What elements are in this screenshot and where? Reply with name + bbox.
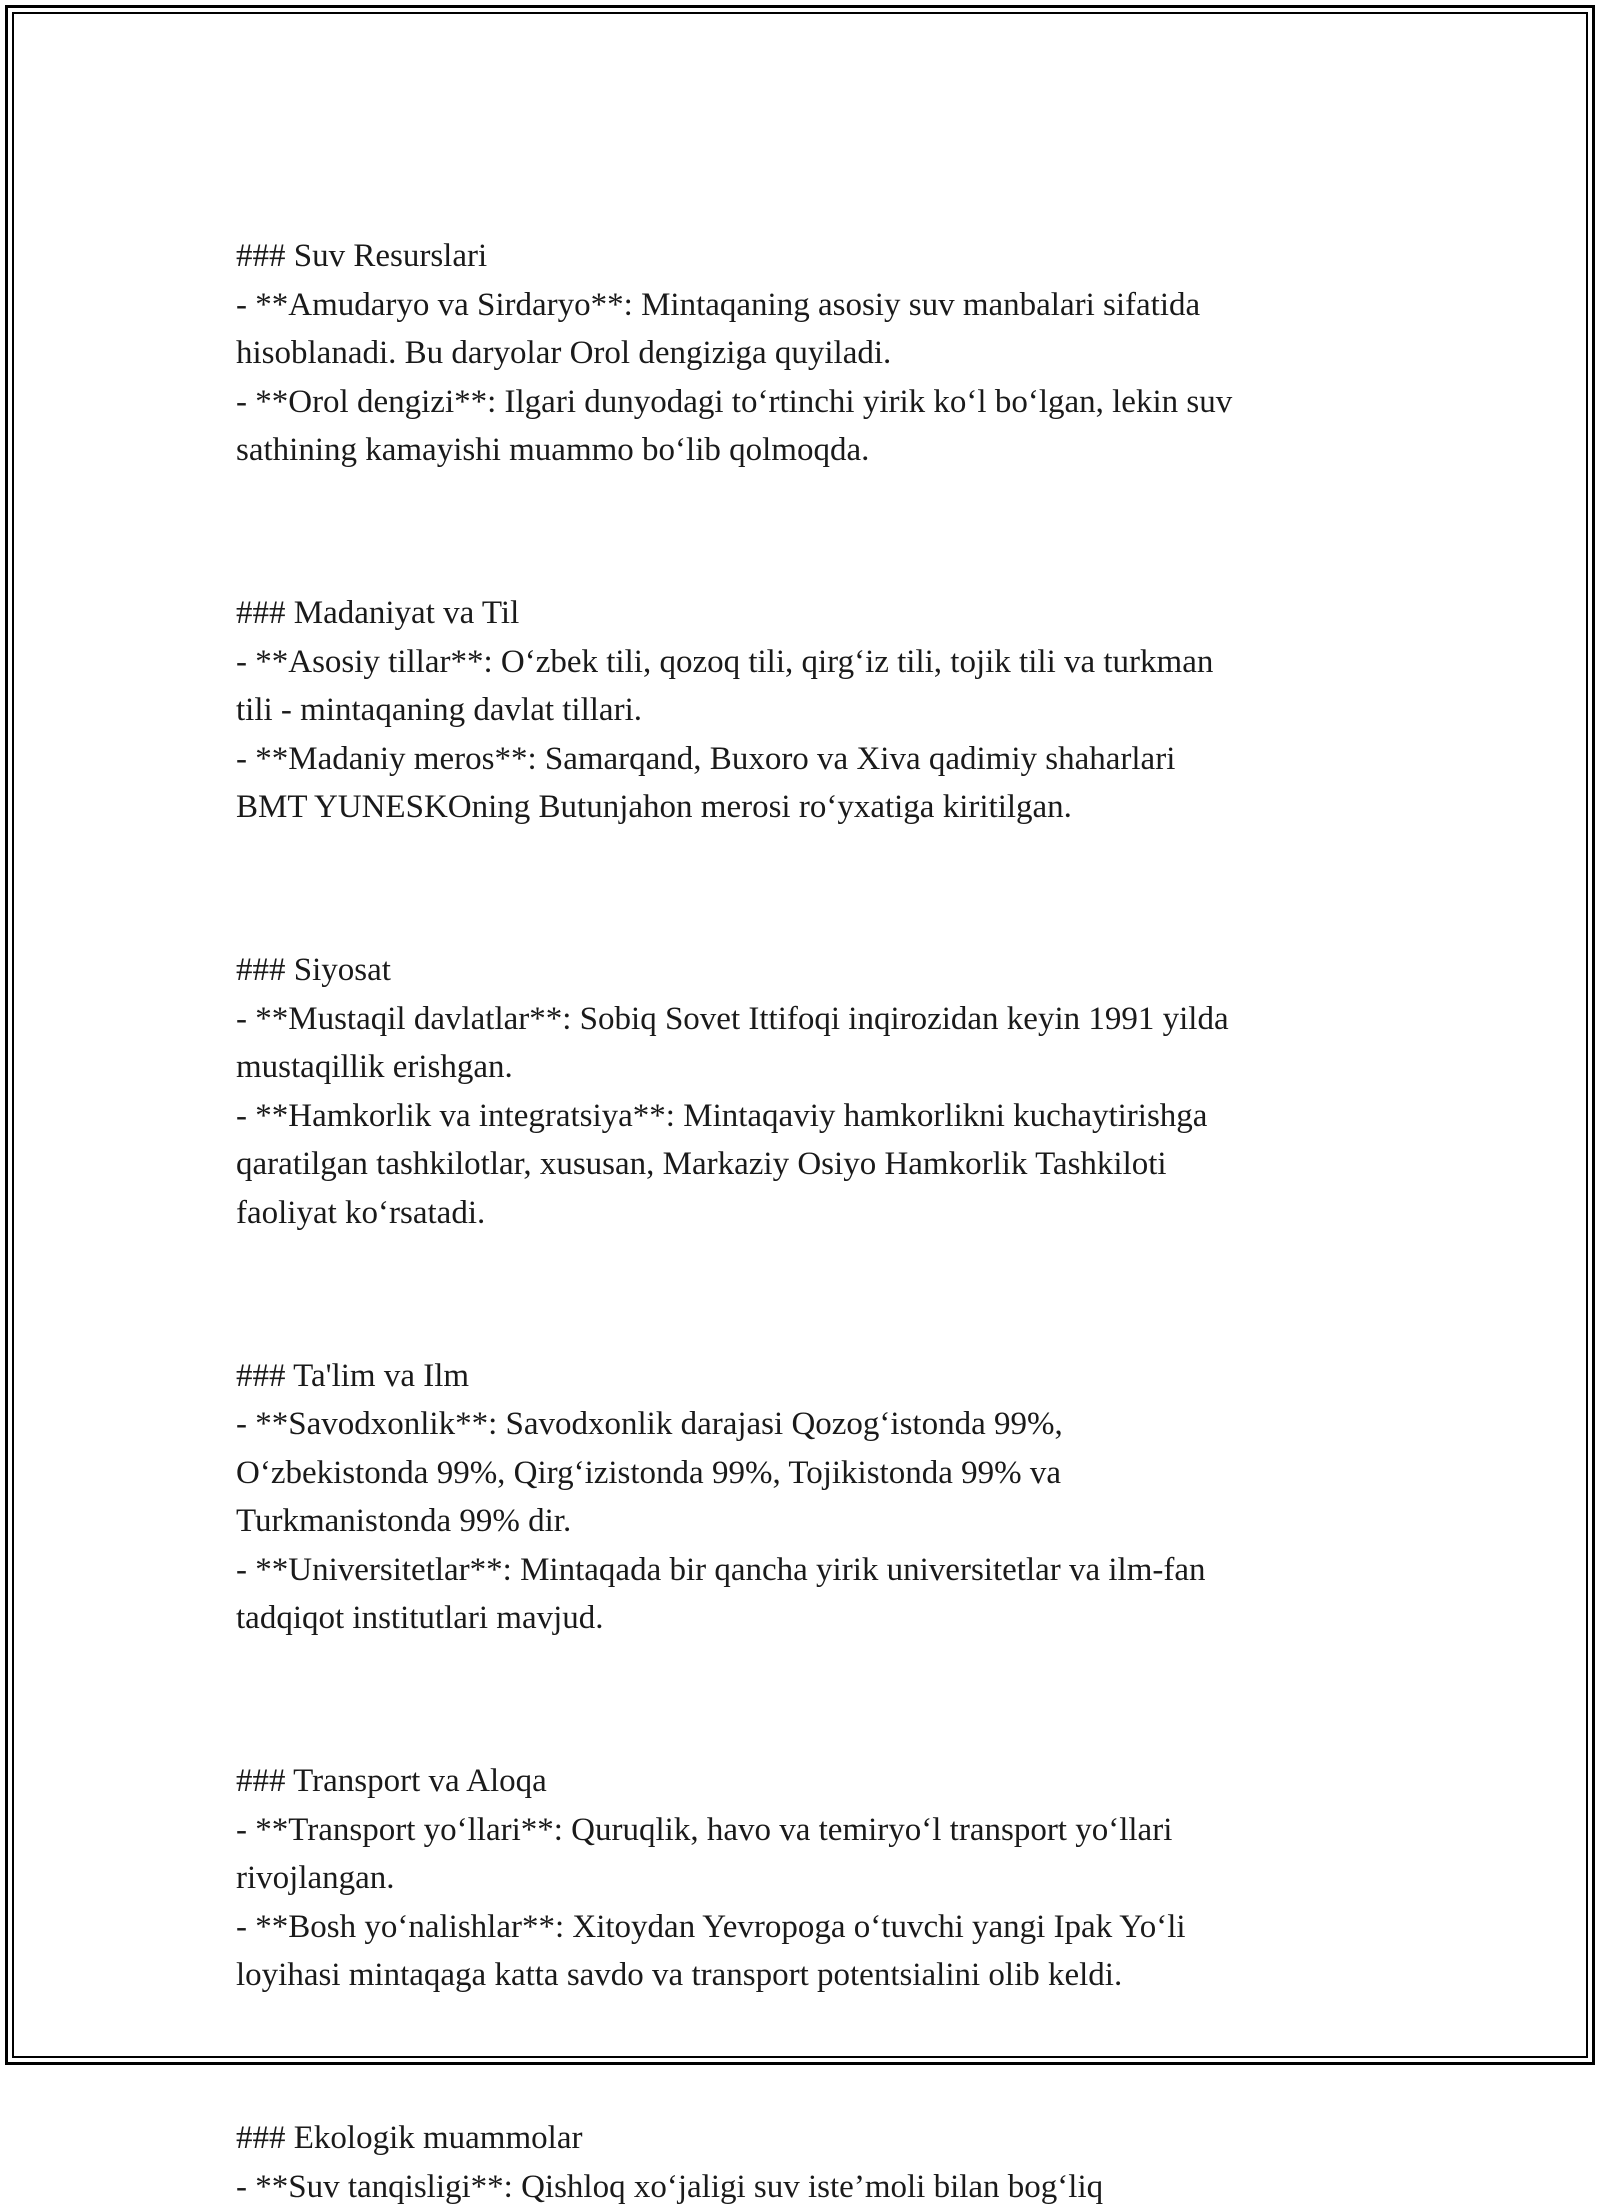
blank-line — [236, 865, 1376, 914]
text-line: faoliyat ko‘rsatadi. — [236, 1189, 1376, 1238]
text-line: - **Madaniy meros**: Samarqand, Buxoro va Xiva qadimiy shaharlari — [236, 735, 1376, 784]
section-heading: ### Madaniyat va Til — [236, 589, 1376, 638]
text-line: - **Transport yo‘llari**: Quruqlik, havo va temiryo‘l transport yo‘llari — [236, 1806, 1376, 1855]
text-line: hisoblanadi. Bu daryolar Orol dengiziga quyiladi. — [236, 329, 1376, 378]
text-line: - **Suv tanqisligi**: Qishloq xo‘jaligi suv iste’moli bilan bog‘liq — [236, 2163, 1376, 2211]
text-line: tili - mintaqaning davlat tillari. — [236, 686, 1376, 735]
text-line: mustaqillik erishgan. — [236, 1043, 1376, 1092]
blank-line — [236, 1676, 1376, 1725]
text-line: O‘zbekistonda 99%, Qirg‘izistonda 99%, Tojikistonda 99% va — [236, 1449, 1376, 1498]
section-heading: ### Siyosat — [236, 946, 1376, 995]
text-line: loyihasi mintaqaga katta savdo va transport potentsialini olib keldi. — [236, 1951, 1376, 2000]
text-line: - **Mustaqil davlatlar**: Sobiq Sovet Ittifoqi inqirozidan keyin 1991 yilda — [236, 995, 1376, 1044]
blank-line — [236, 2033, 1376, 2082]
section-heading: ### Ekologik muammolar — [236, 2114, 1376, 2163]
text-line: BMT YUNESKOning Butunjahon merosi ro‘yxatiga kiritilgan. — [236, 783, 1376, 832]
text-line: - **Orol dengizi**: Ilgari dunyodagi to‘rtinchi yirik ko‘l bo‘lgan, lekin suv — [236, 378, 1376, 427]
document-body — [236, 232, 1376, 2211]
text-line: rivojlangan. — [236, 1854, 1376, 1903]
section-heading: ### Ta'lim va Ilm — [236, 1352, 1376, 1401]
text-line: sathining kamayishi muammo bo‘lib qolmoqda. — [236, 426, 1376, 475]
blank-line — [236, 1270, 1376, 1319]
text-line: - **Savodxonlik**: Savodxonlik darajasi Qozog‘istonda 99%, — [236, 1400, 1376, 1449]
text-line: - **Asosiy tillar**: O‘zbek tili, qozoq tili, qirg‘iz tili, tojik tili va turkman — [236, 638, 1376, 687]
section-heading: ### Suv Resurslari — [236, 232, 1376, 281]
text-line: qaratilgan tashkilotlar, xususan, Markaziy Osiyo Hamkorlik Tashkiloti — [236, 1140, 1376, 1189]
text-line: tadqiqot institutlari mavjud. — [236, 1594, 1376, 1643]
text-line: - **Bosh yo‘nalishlar**: Xitoydan Yevropoga o‘tuvchi yangi Ipak Yo‘li — [236, 1903, 1376, 1952]
blank-line — [236, 508, 1376, 557]
text-line: - **Universitetlar**: Mintaqada bir qancha yirik universitetlar va ilm-fan — [236, 1546, 1376, 1595]
text-line: - **Hamkorlik va integratsiya**: Mintaqaviy hamkorlikni kuchaytirishga — [236, 1092, 1376, 1141]
text-line: - **Amudaryo va Sirdaryo**: Mintaqaning asosiy suv manbalari sifatida — [236, 281, 1376, 330]
text-line: Turkmanistonda 99% dir. — [236, 1497, 1376, 1546]
section-heading: ### Transport va Aloqa — [236, 1757, 1376, 1806]
